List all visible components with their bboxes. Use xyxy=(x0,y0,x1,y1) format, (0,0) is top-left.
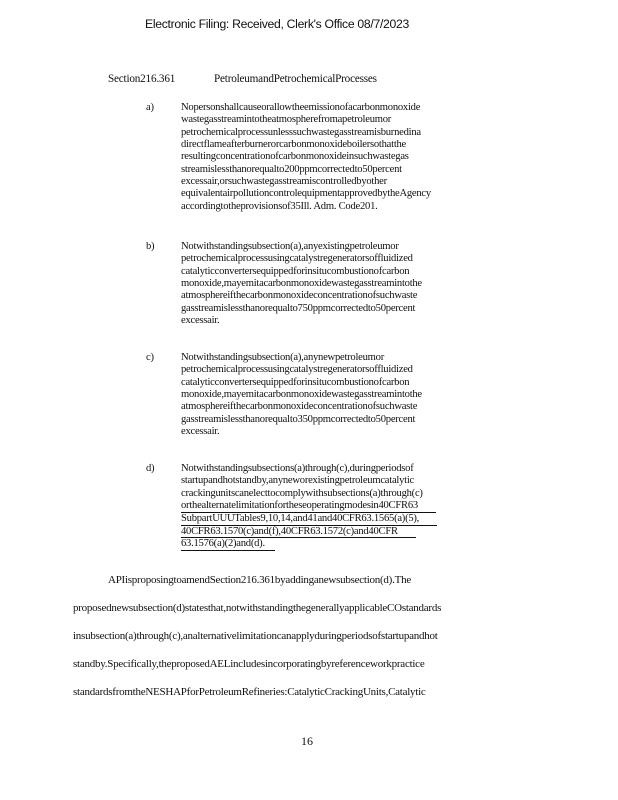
subsection-text xyxy=(181,241,511,327)
text-line: directflameafterburnerorcarbonmonoxideboilersothatthe xyxy=(181,139,407,151)
text-line: catalyticconvertersequippedforinsitucombustionofcarbon xyxy=(181,265,410,277)
text-line: gasstreamislessthanorequalto350ppmcorrectedto50percent xyxy=(181,413,416,425)
text-line: Notwithstandingsubsection(a),anynewpetroleumor xyxy=(181,352,384,363)
subsection-text xyxy=(181,102,511,213)
text-line: monoxide,mayemitacarbonmonoxidewastegasstreamintothe xyxy=(181,278,422,290)
body-paragraph-line: APIisproposingtoamendSection216.361byaddinganewsubsection(d).The xyxy=(108,574,411,586)
text-line: startupandhotstandby,anyneworexistingpetroleumcatalytic xyxy=(181,475,414,487)
inserted-text-line: 40CFR63.1570(c)and(f),40CFR63.1572(c)and40CFR xyxy=(181,526,416,539)
inserted-text-line: 63.1576(a)(2)and(d). xyxy=(181,538,275,551)
text-line: petrochemicalprocessunlesssuchwastegasstreamisburnedina xyxy=(181,126,421,138)
text-line: excessair,orsuchwastegasstreamiscontrolledbyother xyxy=(181,176,387,188)
text-line: monoxide,mayemitacarbonmonoxidewastegasstreamintothe xyxy=(181,389,422,401)
text-line: atmosphereifthecarbonmonoxideconcentrationofsuchwaste xyxy=(181,290,418,302)
subsection-label: d) xyxy=(146,463,155,474)
page-number: 16 xyxy=(301,734,313,748)
text-line: Nopersonshallcauseorallowtheemissionofacarbonmonoxide xyxy=(181,102,421,113)
section-title: PetroleumandPetrochemicalProcesses xyxy=(214,73,377,85)
subsection-text xyxy=(181,352,511,438)
text-line: catalyticconvertersequippedforinsitucombustionofcarbon xyxy=(181,376,410,388)
subsection-label: a) xyxy=(146,102,154,113)
subsection-label: b) xyxy=(146,241,155,252)
text-line: petrochemicalprocessusingcatalystregeneratorsoffluidized xyxy=(181,253,413,265)
text-line: petrochemicalprocessusingcatalystregeneratorsoffluidized xyxy=(181,364,413,376)
body-paragraph-line: standby.Specifically,theproposedAELincludesincorporatingbyreferenceworkpractice xyxy=(73,658,425,670)
inserted-text-line: orthealternatelimitationfortheseoperatingmodesin40CFR63 xyxy=(181,500,436,513)
text-line: excessair. xyxy=(181,426,220,438)
text-line: streamislessthanorequalto200ppmcorrectedto50percent xyxy=(181,163,402,175)
subsection-label: c) xyxy=(146,352,154,363)
text-line: crackingunitscanelecttocomplywithsubsections(a)through(c) xyxy=(181,487,423,499)
subsection-text xyxy=(181,463,511,551)
section-number: Section216.361 xyxy=(108,73,176,85)
filing-stamp: Electronic Filing: Received, Clerk's Office 08/7/2023 xyxy=(145,17,409,31)
body-paragraph-line: insubsection(a)through(c),analternativelimitationcanapplyduringperiodsofstartupandhot xyxy=(73,630,438,642)
text-line: resultingconcentrationofcarbonmonoxideinsuchwastegas xyxy=(181,151,409,163)
text-line: equivalentairpollutioncontrolequipmentapprovedbytheAgency xyxy=(181,188,431,200)
text-line: wastegasstreamintotheatmospherefromapetroleumor xyxy=(181,114,392,126)
text-line: Notwithstandingsubsection(a),anyexistingpetroleumor xyxy=(181,241,399,252)
body-paragraph-line: standardsfromtheNESHAPforPetroleumRefineries:CatalyticCrackingUnits,Catalytic xyxy=(73,686,426,698)
text-line: excessair. xyxy=(181,315,220,327)
text-line: accordingtotheprovisionsof35Ill. Adm. Code201. xyxy=(181,200,378,212)
text-line: atmosphereifthecarbonmonoxideconcentrationofsuchwaste xyxy=(181,401,418,413)
text-line: Notwithstandingsubsections(a)through(c),duringperiodsof xyxy=(181,463,414,474)
inserted-text-line: SubpartUUUTables9,10,14,and41and40CFR63.1565(a)(5), xyxy=(181,513,437,526)
body-paragraph-line: proposednewsubsection(d)statesthat,notwithstandingthegenerallyapplicableCOstandards xyxy=(73,602,442,614)
text-line: gasstreamislessthanorequalto750ppmcorrectedto50percent xyxy=(181,302,416,314)
